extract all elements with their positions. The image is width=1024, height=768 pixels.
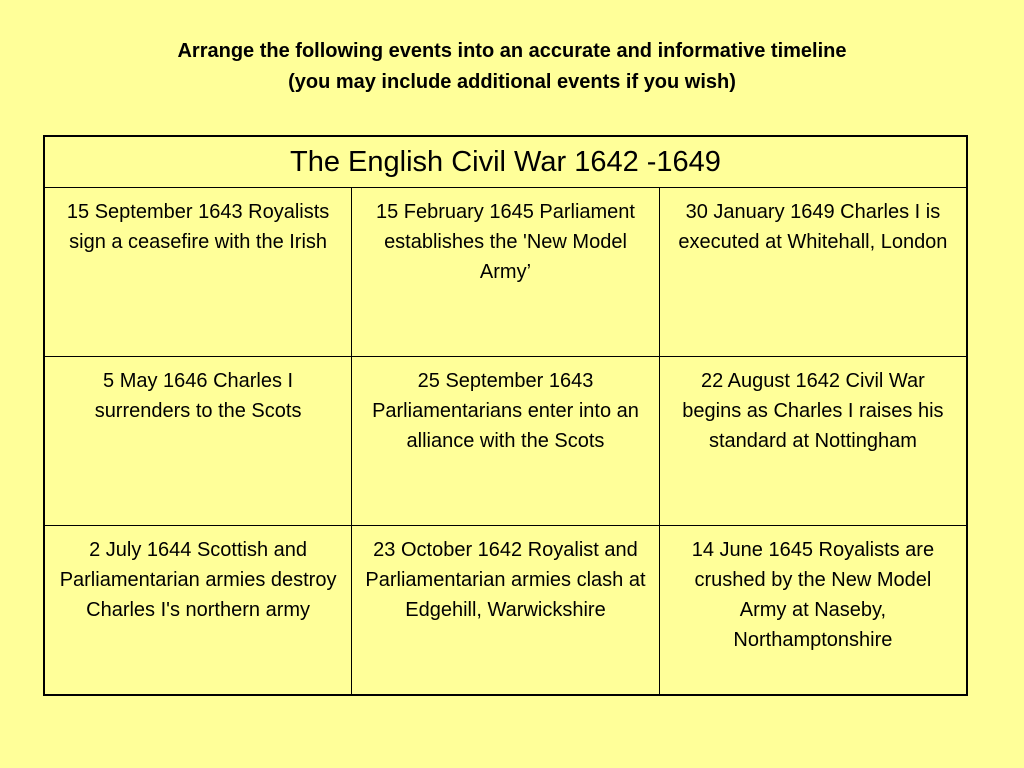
table-row: [44, 526, 967, 695]
instructions-heading: [0, 36, 1024, 98]
event-cell: 23 October 1642 Royalist and Parliamentarian armies clash at Edgehill, Warwickshire: [352, 526, 660, 695]
event-cell: 14 June 1645 Royalists are crushed by the New Model Army at Naseby, Northamptonshire: [659, 526, 967, 695]
table-row: [44, 357, 967, 526]
instructions-line-1: Arrange the following events into an accurate and informative timeline: [177, 40, 847, 62]
event-cell: 30 January 1649 Charles I is executed at Whitehall, London: [659, 188, 967, 357]
event-cell: 15 September 1643 Royalists sign a ceasefire with the Irish: [44, 188, 352, 357]
instructions-line-2: (you may include additional events if you wish): [288, 71, 736, 93]
event-cell: 5 May 1646 Charles I surrenders to the Scots: [44, 357, 352, 526]
events-table: [43, 135, 968, 696]
event-cell: 15 February 1645 Parliament establishes the 'New Model Army’: [352, 188, 660, 357]
table-row: [44, 188, 967, 357]
event-cell: 25 September 1643 Parliamentarians enter into an alliance with the Scots: [352, 357, 660, 526]
table-header-row: [44, 136, 967, 188]
event-cell: 22 August 1642 Civil War begins as Charles I raises his standard at Nottingham: [659, 357, 967, 526]
table-title: The English Civil War 1642 -1649: [44, 136, 967, 188]
event-cell: 2 July 1644 Scottish and Parliamentarian armies destroy Charles I's northern army: [44, 526, 352, 695]
